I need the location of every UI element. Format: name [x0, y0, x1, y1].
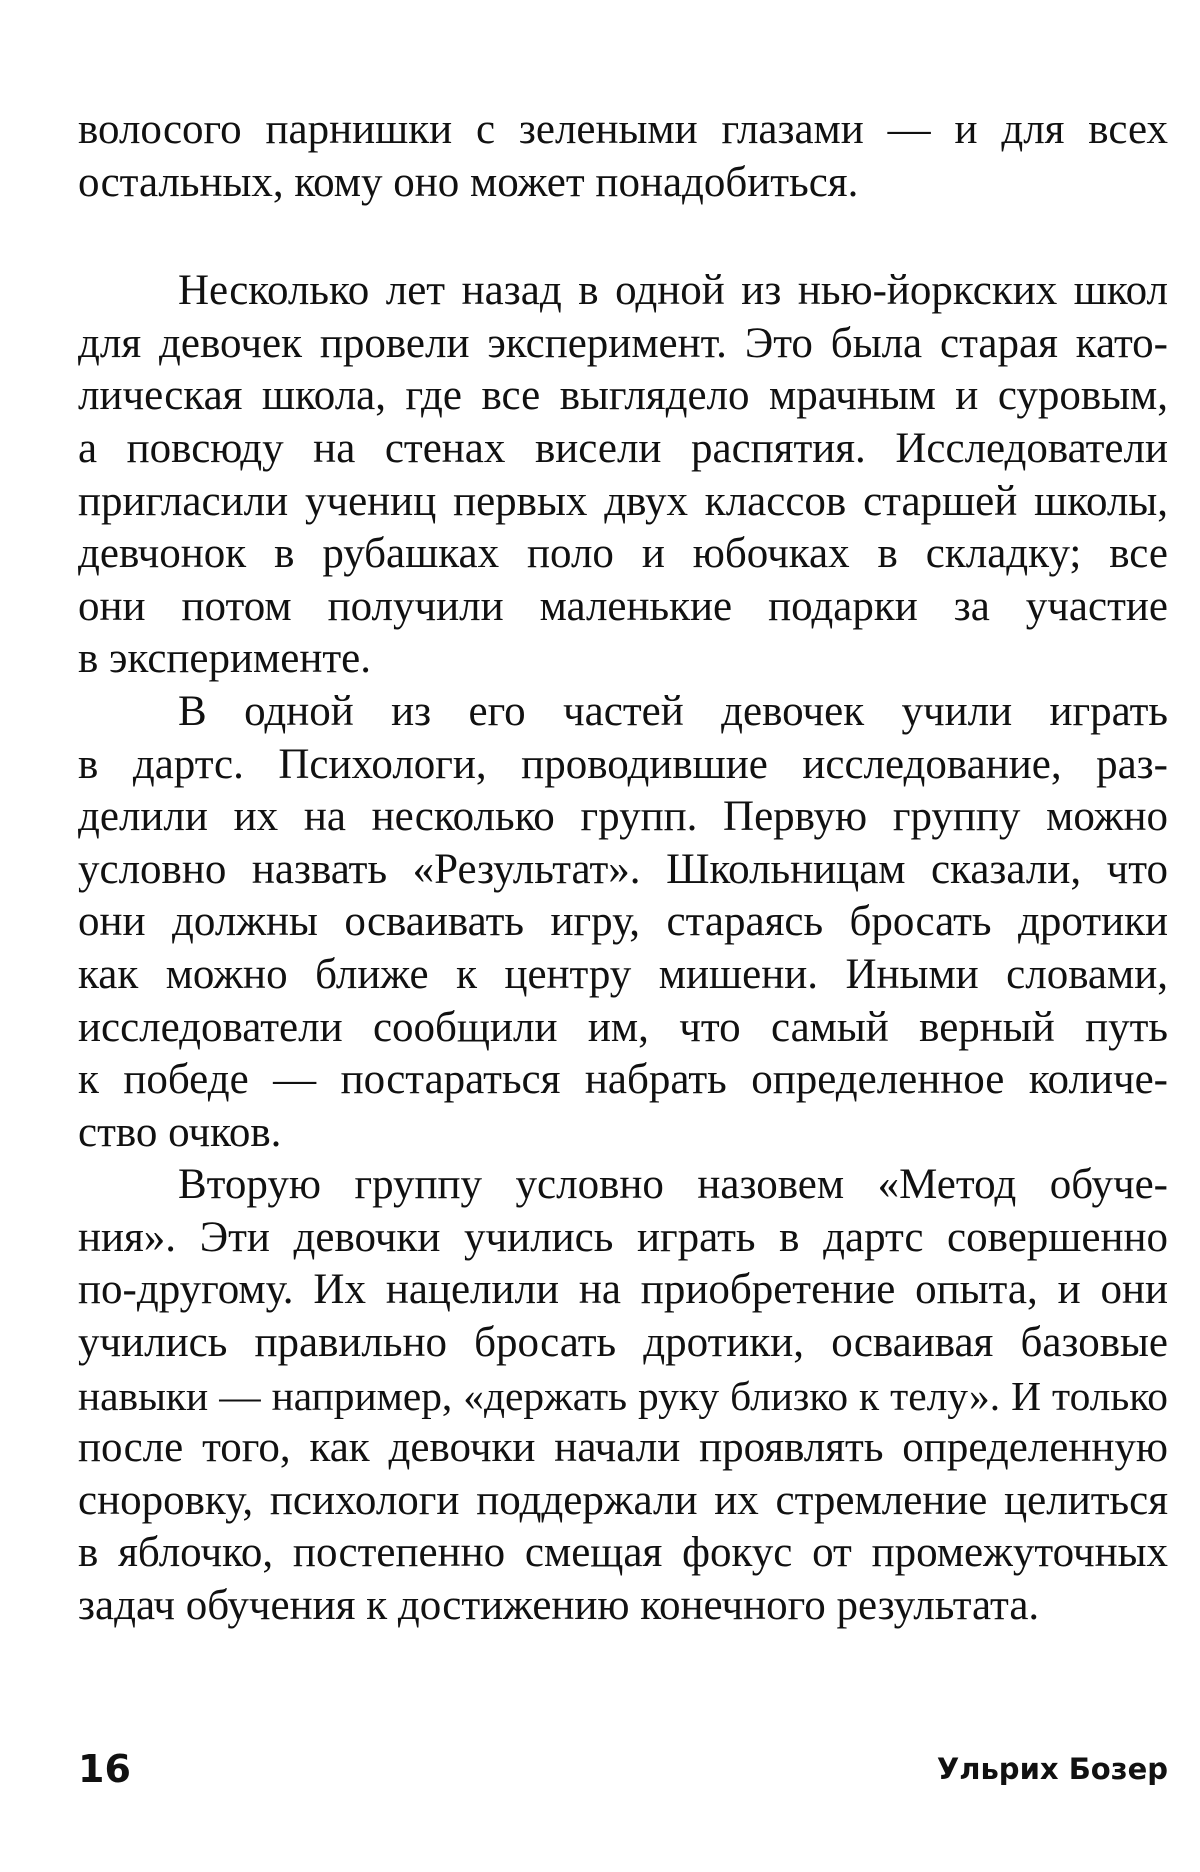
paragraph	[78, 1159, 1168, 1632]
text-line: Несколько лет назад в одной из нью-йоркских школ	[178, 267, 1168, 315]
text-line: делили их на несколько групп. Первую группу можно	[78, 793, 1168, 841]
text-line: Вторую группу условно назовем «Метод обуче-	[178, 1161, 1168, 1209]
text-line: они потом получили маленькие подарки за участие	[78, 582, 1168, 630]
body-text	[78, 104, 1168, 1633]
text-line: они должны осваивать игру, стараясь бросать дротики	[78, 898, 1168, 946]
text-line: волосого парнишки с зелеными глазами — и для всех	[78, 106, 1168, 153]
text-line: девчонок в рубашках поло и юбочках в складку; все	[78, 530, 1168, 578]
paragraph	[78, 265, 1168, 686]
text-line: остальных, кому оно может понадобиться.	[78, 158, 859, 206]
page-number: 16	[78, 1747, 131, 1791]
text-line: сноровку, психологи поддержали их стремление целиться	[78, 1476, 1168, 1524]
text-line: исследователи сообщили им, что самый верный путь	[78, 1003, 1168, 1051]
text-line: по-другому. Их нацелили на приобретение опыта, и они	[78, 1266, 1168, 1314]
page-footer	[78, 1744, 1168, 1794]
text-line: лическая школа, где все выглядело мрачным и суровым,	[78, 372, 1168, 420]
text-line: в яблочко, постепенно смещая фокус от промежуточных	[78, 1529, 1168, 1577]
text-line: условно назвать «Результат». Школьницам сказали, что	[78, 845, 1168, 893]
text-line: ния». Эти девочки учились играть в дартс совершенно	[78, 1213, 1168, 1261]
paragraph	[78, 104, 1168, 209]
text-line: к победе — постараться набрать определенное количе-	[78, 1056, 1168, 1104]
text-line: В одной из его частей девочек учили играть	[178, 687, 1168, 735]
text-line: учились правильно бросать дротики, осваивая базовые	[78, 1319, 1168, 1367]
text-line: а повсюду на стенах висели распятия. Исследователи	[78, 424, 1168, 472]
text-line: в дартс. Психологи, проводившие исследование, раз-	[78, 740, 1168, 788]
text-line: задач обучения к достижению конечного результата.	[78, 1582, 1040, 1630]
running-footer-author: Ульрих Бозер	[936, 1752, 1168, 1786]
text-line: ство очков.	[78, 1108, 282, 1156]
text-line: в эксперименте.	[78, 635, 371, 683]
text-line: после того, как девочки начали проявлять определенную	[78, 1424, 1168, 1472]
paragraph	[78, 686, 1168, 1159]
text-line: как можно ближе к центру мишени. Иными словами,	[78, 950, 1168, 998]
text-line: навыки — например, «держать руку близко к телу». И только	[78, 1372, 1168, 1419]
text-line: пригласили учениц первых двух классов старшей школы,	[78, 477, 1168, 525]
text-line: для девочек провели эксперимент. Это была старая като-	[78, 319, 1168, 367]
section-break	[78, 209, 1168, 265]
